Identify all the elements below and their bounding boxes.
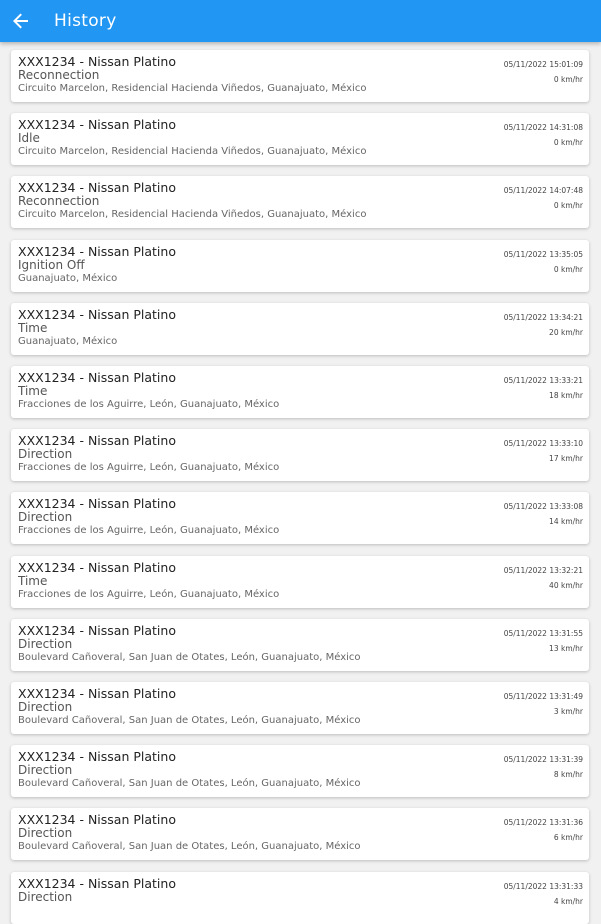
record-meta	[504, 438, 583, 465]
timestamp: 05/11/2022 13:31:39	[503, 755, 583, 765]
speed: 40 km/hr	[549, 580, 583, 590]
record-details	[18, 497, 488, 537]
timestamp: 05/11/2022 13:33:08	[503, 502, 583, 512]
event-type: Time	[18, 384, 48, 398]
speed: 20 km/hr	[549, 327, 583, 337]
history-record-card[interactable]	[11, 556, 589, 608]
app-bar	[0, 0, 601, 42]
timestamp: 05/11/2022 13:31:33	[503, 881, 583, 891]
arrow-left-icon	[13, 13, 29, 29]
record-details	[18, 308, 488, 348]
record-meta	[504, 122, 583, 149]
history-record-card[interactable]	[11, 113, 589, 165]
record-details	[18, 434, 488, 474]
timestamp: 05/11/2022 13:35:05	[503, 249, 583, 259]
history-list[interactable]	[0, 42, 601, 906]
event-type: Direction	[18, 636, 73, 651]
speed: 3 km/hr	[553, 707, 583, 716]
event-type: Direction	[18, 826, 73, 841]
speed: 8 km/hr	[553, 770, 583, 780]
page-title: History	[54, 11, 117, 31]
timestamp: 05/11/2022 13:34:21	[503, 312, 583, 322]
history-record-card[interactable]	[11, 176, 589, 228]
record-details	[18, 55, 488, 95]
address: Boulevard Cañoveral, San Juan de Otates, León, Guanajuato, México	[18, 651, 361, 663]
speed: 0 km/hr	[553, 75, 583, 84]
record-details	[18, 181, 488, 221]
timestamp: 05/11/2022 13:32:21	[503, 565, 583, 575]
history-record-card[interactable]	[11, 240, 589, 292]
speed: 14 km/hr	[549, 517, 583, 527]
event-type: Reconnection	[18, 68, 100, 82]
vehicle-name: XXX1234 - Nissan Platino	[18, 496, 176, 512]
vehicle-name: XXX1234 - Nissan Platino	[18, 686, 176, 701]
vehicle-name: XXX1234 - Nissan Platino	[18, 559, 176, 575]
record-meta	[504, 312, 583, 339]
record-details	[18, 561, 488, 601]
record-meta	[504, 185, 583, 212]
history-record-card[interactable]	[11, 492, 589, 544]
event-type: Direction	[18, 510, 73, 525]
speed: 13 km/hr	[549, 643, 583, 653]
address: Boulevard Cañoveral, San Juan de Otates, León, Guanajuato, México	[18, 841, 361, 853]
address: Guanajuato, México	[18, 272, 118, 284]
history-record-card[interactable]	[11, 429, 589, 481]
record-meta	[504, 817, 583, 844]
record-meta	[504, 628, 583, 655]
history-record-card[interactable]	[11, 366, 589, 418]
address: Fracciones de los Aguirre, León, Guanajuato, México	[18, 462, 280, 474]
event-type: Direction	[18, 763, 73, 778]
speed: 17 km/hr	[549, 454, 583, 464]
record-meta	[504, 249, 583, 276]
event-type: Time	[18, 573, 48, 588]
address: Circuito Marcelon, Residencial Hacienda Viñedos, Guanajuato, México	[18, 83, 367, 94]
vehicle-name: XXX1234 - Nissan Platino	[18, 306, 176, 322]
address: Circuito Marcelon, Residencial Hacienda Viñedos, Guanajuato, México	[18, 146, 367, 158]
history-record-card[interactable]	[11, 872, 589, 924]
timestamp: 05/11/2022 14:31:08	[503, 123, 583, 133]
record-meta	[504, 501, 583, 528]
event-type: Idle	[18, 131, 40, 146]
record-meta	[504, 565, 583, 592]
address: Guanajuato, México	[18, 335, 118, 347]
record-details	[18, 624, 488, 664]
record-details	[18, 750, 488, 790]
record-meta	[504, 881, 583, 908]
speed: 6 km/hr	[553, 833, 583, 843]
timestamp: 05/11/2022 13:31:49	[503, 692, 583, 701]
history-record-card[interactable]	[11, 303, 589, 355]
event-type: Direction	[18, 700, 73, 714]
record-meta	[504, 375, 583, 402]
event-type: Direction	[18, 889, 73, 904]
address: Fracciones de los Aguirre, León, Guanajuato, México	[18, 525, 280, 537]
record-details	[18, 118, 488, 158]
timestamp: 05/11/2022 13:33:21	[503, 376, 583, 385]
record-details	[18, 687, 488, 727]
vehicle-name: XXX1234 - Nissan Platino	[18, 433, 176, 449]
event-type: Reconnection	[18, 194, 100, 209]
vehicle-name: XXX1234 - Nissan Platino	[18, 54, 176, 69]
record-meta	[504, 754, 583, 781]
record-details	[18, 371, 488, 411]
vehicle-name: XXX1234 - Nissan Platino	[18, 812, 176, 828]
record-meta	[504, 691, 583, 718]
vehicle-name: XXX1234 - Nissan Platino	[18, 370, 176, 385]
history-record-card[interactable]	[11, 808, 589, 860]
back-button[interactable]	[0, 0, 42, 42]
history-record-card[interactable]	[11, 619, 589, 671]
timestamp: 05/11/2022 14:07:48	[503, 186, 583, 196]
record-details	[18, 813, 488, 853]
vehicle-name: XXX1234 - Nissan Platino	[18, 180, 176, 196]
record-details	[18, 877, 488, 904]
vehicle-name: XXX1234 - Nissan Platino	[18, 117, 176, 133]
vehicle-name: XXX1234 - Nissan Platino	[18, 243, 176, 259]
speed: 0 km/hr	[553, 201, 583, 211]
speed: 18 km/hr	[549, 391, 583, 400]
timestamp: 05/11/2022 13:31:55	[503, 628, 583, 638]
event-type: Ignition Off	[18, 257, 85, 272]
vehicle-name: XXX1234 - Nissan Platino	[18, 622, 176, 638]
event-type: Time	[18, 320, 48, 335]
vehicle-name: XXX1234 - Nissan Platino	[18, 749, 176, 765]
vehicle-name: XXX1234 - Nissan Platino	[18, 875, 176, 891]
record-meta	[504, 59, 583, 86]
history-record-card[interactable]	[11, 50, 589, 102]
address: Fracciones de los Aguirre, León, Guanajuato, México	[18, 399, 280, 410]
timestamp: 05/11/2022 13:33:10	[503, 439, 583, 449]
address: Fracciones de los Aguirre, León, Guanajuato, México	[18, 588, 280, 600]
address: Boulevard Cañoveral, San Juan de Otates, León, Guanajuato, México	[18, 715, 361, 726]
history-record-card[interactable]	[11, 682, 589, 734]
speed: 0 km/hr	[553, 264, 583, 274]
speed: 0 km/hr	[553, 138, 583, 148]
record-details	[18, 245, 488, 285]
history-record-card[interactable]	[11, 745, 589, 797]
timestamp: 05/11/2022 13:31:36	[503, 818, 583, 828]
address: Circuito Marcelon, Residencial Hacienda Viñedos, Guanajuato, México	[18, 209, 367, 221]
timestamp: 05/11/2022 15:01:09	[503, 60, 583, 69]
address: Boulevard Cañoveral, San Juan de Otates, León, Guanajuato, México	[18, 778, 361, 790]
event-type: Direction	[18, 447, 73, 462]
speed: 4 km/hr	[553, 896, 583, 906]
